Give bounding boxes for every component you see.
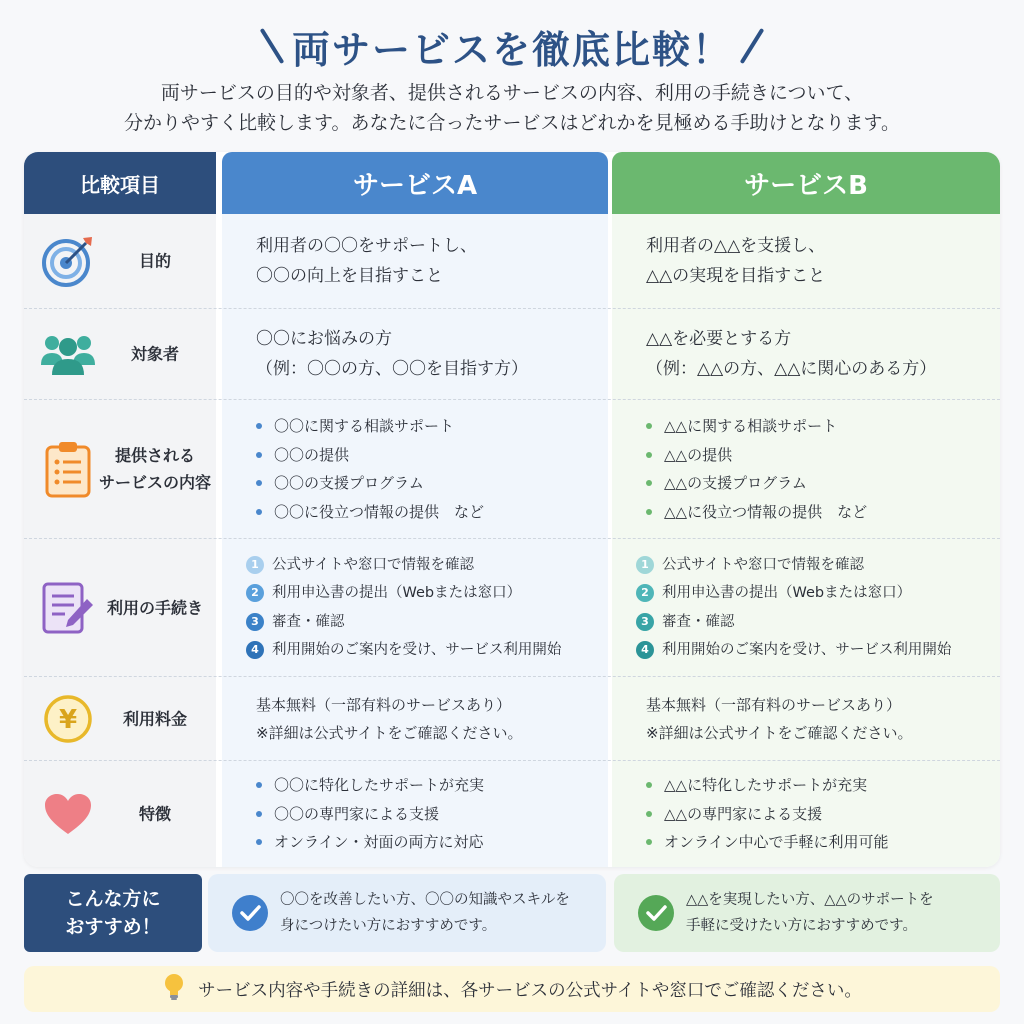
check-circle-icon: [638, 895, 674, 931]
row-label: [24, 677, 216, 760]
check-circle-icon: [232, 895, 268, 931]
list-item: △△に特化したサポートが充実: [646, 771, 1000, 800]
step-item: 2 利用申込書の提出（Webまたは窓口）: [636, 579, 1000, 608]
yen-coin-icon: [38, 689, 98, 749]
cell-text: ※詳細は公式サイトをご確認ください。: [256, 723, 523, 742]
cell-a-fee: [222, 677, 608, 760]
cell-a-features: [222, 761, 608, 867]
list-item: 〇〇の提供: [256, 441, 608, 470]
recommend-line: 手軽に受けたい方におすすめです。: [686, 918, 917, 934]
list-item: △△に役立つ情報の提供 など: [646, 498, 1000, 527]
step-item: 3 審査・確認: [246, 608, 608, 637]
recommend-text: [686, 887, 934, 939]
step-item: 4 利用開始のご案内を受け、サービス利用開始: [246, 636, 608, 665]
cell-b-procedure: [612, 539, 1000, 676]
intro-text: [40, 78, 984, 138]
row-label-text: [94, 442, 216, 496]
cell-text: 利用者の△△を支援し、: [646, 236, 826, 256]
list-item: 〇〇に役立つ情報の提供 など: [256, 498, 608, 527]
header-compare-items: 比較項目: [24, 152, 216, 214]
list-item: オンライン・対面の両方に対応: [256, 828, 608, 857]
cell-a-procedure: [222, 539, 608, 676]
row-label-text: 特徴: [138, 804, 171, 824]
cell-a-services: [222, 400, 608, 538]
title-decoration-left: [260, 28, 285, 64]
cell-text: （例：△△の方、△△に関心のある方）: [646, 359, 937, 379]
bullet-list: [646, 771, 1000, 857]
row-label-line: 提供される: [114, 446, 195, 465]
row-procedure: [24, 539, 1000, 677]
step-item: 2 利用申込書の提出（Webまたは窓口）: [246, 579, 608, 608]
row-label-text: 対象者: [130, 344, 179, 364]
row-fee: [24, 677, 1000, 761]
row-label: [24, 214, 216, 308]
title-row: [0, 14, 1024, 78]
recommend-label-line: おすすめ！: [65, 916, 161, 938]
list-item: △△の提供: [646, 441, 1000, 470]
lightbulb-icon: [162, 972, 186, 1006]
recommend-line: 〇〇を改善したい方、〇〇の知識やスキルを: [280, 892, 570, 908]
cell-text: △△を必要とする方: [646, 329, 792, 349]
row-target: [24, 309, 1000, 400]
list-item: △△の支援プログラム: [646, 469, 1000, 498]
row-label: [24, 400, 216, 538]
recommend-service-a: [208, 874, 606, 952]
step-item: 1 公式サイトや窓口で情報を確認: [636, 551, 1000, 580]
step-item: 1 公式サイトや窓口で情報を確認: [246, 551, 608, 580]
list-item: 〇〇に関する相談サポート: [256, 412, 608, 441]
svg-text:¥: ¥: [58, 704, 78, 735]
row-label-text: 目的: [138, 251, 171, 271]
cell-text: 〇〇の向上を目指すこと: [256, 266, 443, 286]
cell-text: △△の実現を目指すこと: [646, 266, 826, 286]
step-list: [636, 551, 1000, 665]
form-pen-icon: [38, 578, 98, 638]
row-services: [24, 400, 1000, 539]
clipboard-icon: [38, 439, 98, 499]
target-icon: [38, 231, 98, 291]
cell-a-target: [222, 309, 608, 399]
footer-note: [24, 966, 1000, 1012]
bullet-list: [256, 771, 608, 857]
recommend-line: △△を実現したい方、△△のサポートを: [686, 892, 934, 908]
cell-text: 基本無料（一部有料のサービスあり）: [256, 695, 512, 714]
step-item: 3 審査・確認: [636, 608, 1000, 637]
page-title: 両サービスを徹底比較！: [291, 27, 732, 72]
row-label: [24, 539, 216, 676]
cell-text: 利用者の〇〇をサポートし、: [256, 236, 477, 256]
intro-line: 両サービスの目的や対象者、提供されるサービスの内容、利用の手続きについて、: [160, 82, 864, 104]
recommend-label-line: こんな方に: [65, 888, 161, 910]
cell-text: ※詳細は公式サイトをご確認ください。: [646, 723, 913, 742]
cell-text: 〇〇にお悩みの方: [256, 329, 392, 349]
cell-b-services: [612, 400, 1000, 538]
step-list: [246, 551, 608, 665]
row-label-text: 利用の手続き: [106, 598, 203, 617]
row-label: [24, 761, 216, 867]
header-service-a: サービスA: [222, 152, 608, 214]
step-item: 4 利用開始のご案内を受け、サービス利用開始: [636, 636, 1000, 665]
list-item: 〇〇に特化したサポートが充実: [256, 771, 608, 800]
recommend-service-b: [614, 874, 1000, 952]
recommend-line: 身につけたい方におすすめです。: [280, 918, 497, 934]
list-item: △△の専門家による支援: [646, 800, 1000, 829]
bullet-list: [256, 412, 608, 526]
footer-note-text: サービス内容や手続きの詳細は、各サービスの公式サイトや窓口でご確認ください。: [198, 980, 862, 1001]
cell-b-features: [612, 761, 1000, 867]
row-label-text: 利用料金: [122, 709, 187, 728]
intro-line: 分かりやすく比較します。あなたに合ったサービスはどれかを見極める手助けとなります。: [124, 112, 900, 134]
list-item: 〇〇の支援プログラム: [256, 469, 608, 498]
list-item: △△に関する相談サポート: [646, 412, 1000, 441]
bullet-list: [646, 412, 1000, 526]
cell-text: （例：〇〇の方、〇〇を目指す方）: [256, 359, 528, 379]
cell-b-purpose: [612, 214, 1000, 308]
cell-b-fee: [612, 677, 1000, 760]
cell-a-purpose: [222, 214, 608, 308]
heart-icon: [38, 784, 98, 844]
row-features: [24, 761, 1000, 867]
recommend-label: [24, 874, 202, 952]
row-label-line: サービスの内容: [98, 473, 211, 492]
cell-b-target: [612, 309, 1000, 399]
header-service-b: サービスB: [612, 152, 1000, 214]
list-item: オンライン中心で手軽に利用可能: [646, 828, 1000, 857]
comparison-table: [24, 152, 1000, 867]
people-icon: [38, 324, 98, 384]
title-decoration-right: [740, 28, 765, 64]
row-purpose: [24, 214, 1000, 309]
recommend-text: [280, 887, 570, 939]
list-item: 〇〇の専門家による支援: [256, 800, 608, 829]
row-label: [24, 309, 216, 399]
cell-text: 基本無料（一部有料のサービスあり）: [646, 695, 902, 714]
